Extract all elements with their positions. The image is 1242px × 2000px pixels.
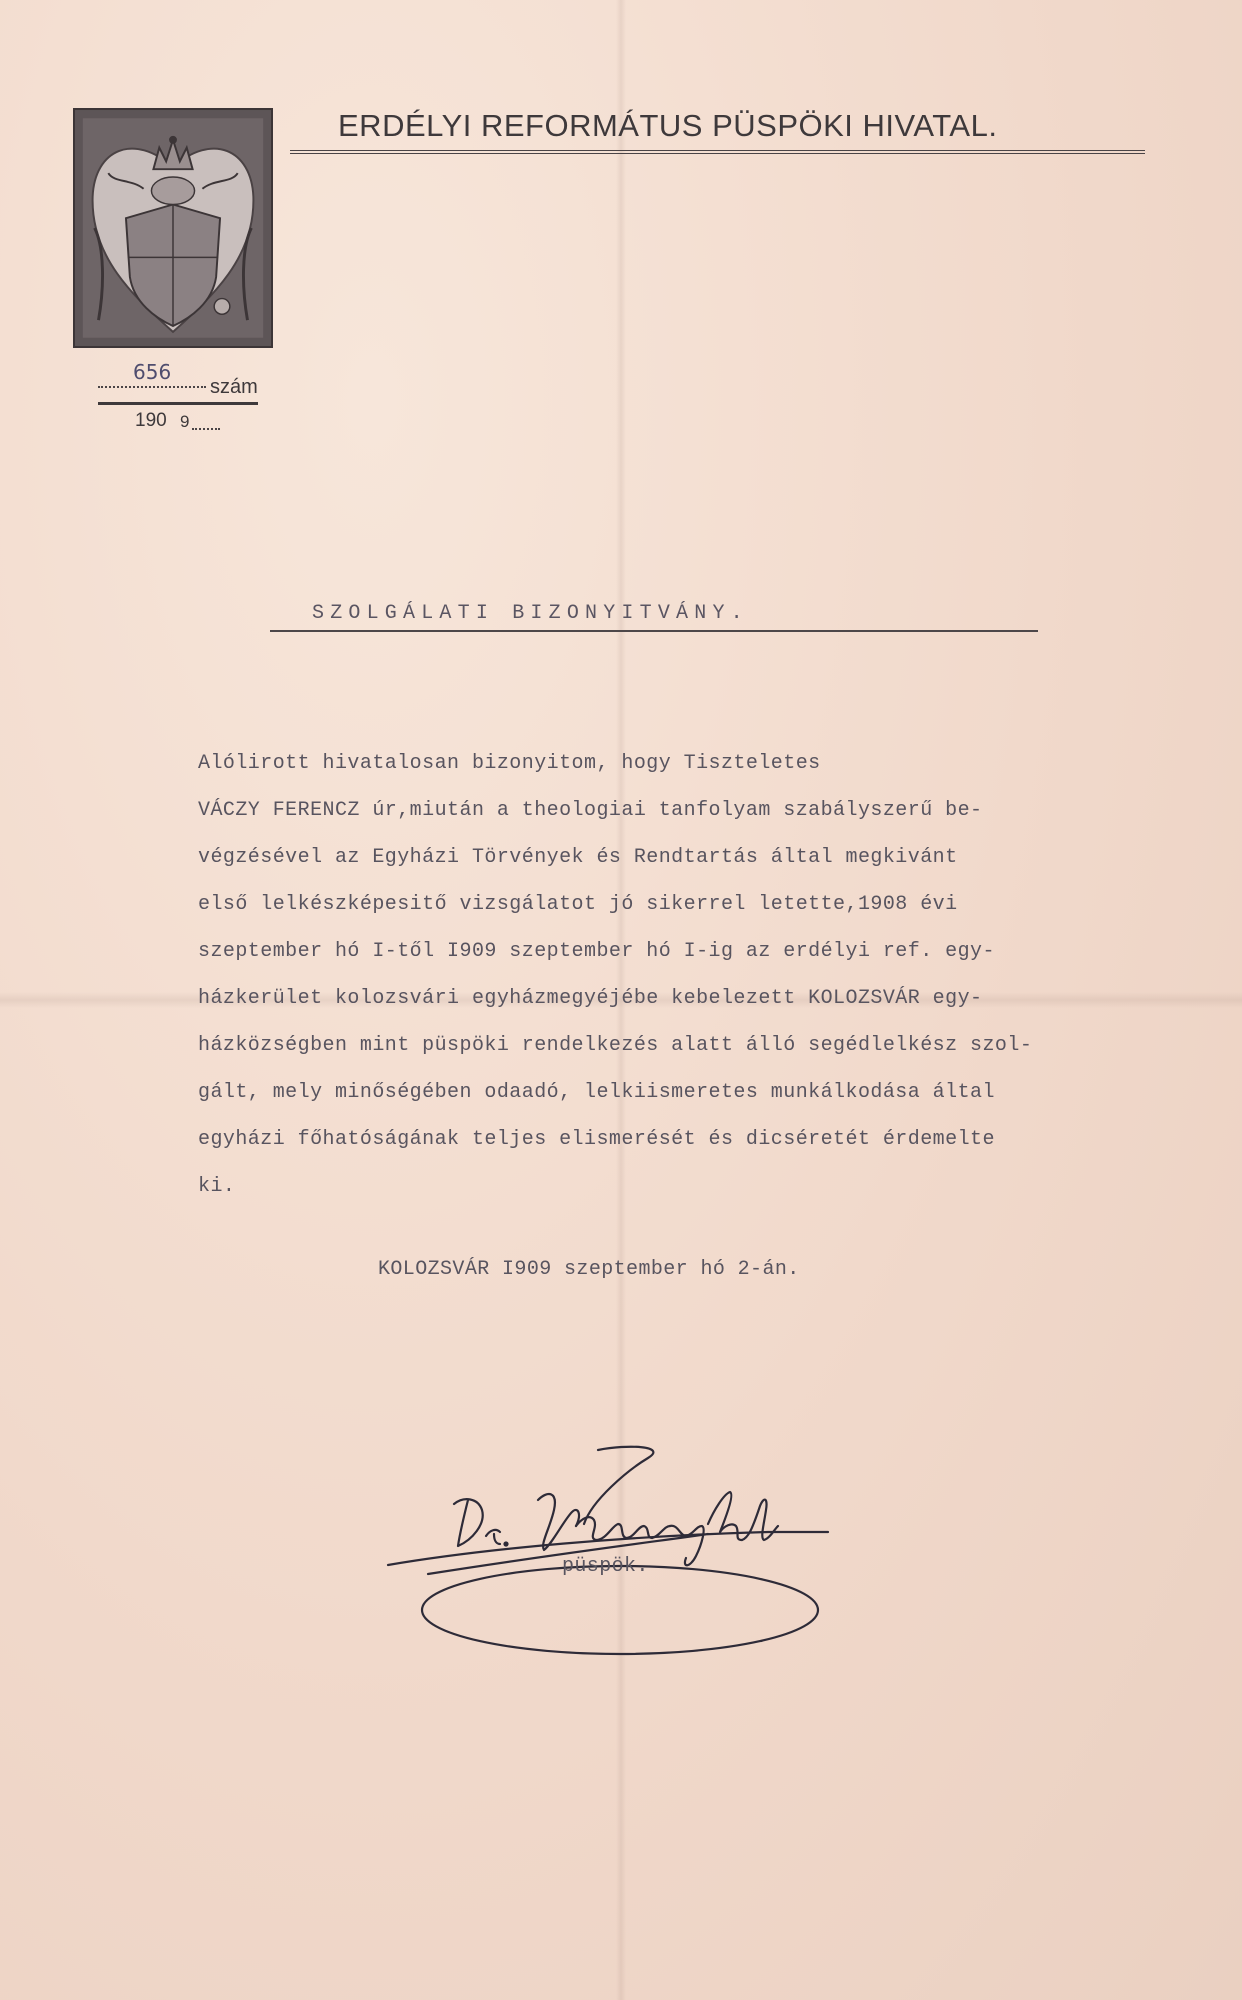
signature-icon [368, 1440, 868, 1660]
reference-number: 656 [133, 360, 172, 384]
reference-year-dotted-line [192, 428, 220, 430]
reference-year-prefix: 190 [135, 410, 167, 431]
coat-of-arms-emblem [73, 108, 273, 348]
handwritten-signature [368, 1440, 868, 1660]
document-title-underline [270, 630, 1038, 632]
reference-year-suffix: 9 [180, 412, 190, 431]
body-line: házközségben mint püspöki rendelkezés alatt álló segédlelkész szol- [198, 1034, 1033, 1057]
letterhead-rule [290, 150, 1145, 154]
place-and-date: KOLOZSVÁR I909 szeptember hó 2-án. [378, 1258, 800, 1281]
body-line: Alólirott hivatalosan bizonyitom, hogy Tiszteletes [198, 752, 821, 775]
reference-number-label: szám [210, 376, 258, 398]
document-title: SZOLGÁLATI BIZONYITVÁNY. [312, 602, 749, 625]
body-line: végzésével az Egyházi Törvények és Rendtartás által megkivánt [198, 846, 958, 869]
body-line: szeptember hó I-től I909 szeptember hó I-ig az erdélyi ref. egy- [198, 940, 995, 963]
body-line: VÁCZY FERENCZ úr,miután a theologiai tanfolyam szabályszerű be- [198, 799, 983, 822]
body-line: gált, mely minőségében odaadó, lelkiismeretes munkálkodása által [198, 1081, 995, 1104]
signer-title: püspök. [562, 1555, 649, 1578]
reference-number-dotted-line [98, 386, 206, 388]
body-line: első lelkészképesitő vizsgálatot jó sikerrel letette,1908 évi [198, 893, 958, 916]
body-line: egyházi főhatóságának teljes elismerését és dicséretét érdemelte [198, 1128, 995, 1151]
coat-of-arms-icon [75, 110, 271, 346]
body-line: házkerület kolozsvári egyházmegyéjébe kebelezett KOLOZSVÁR egy- [198, 987, 983, 1010]
office-letterhead-title: ERDÉLYI REFORMÁTUS PÜSPÖKI HIVATAL. [338, 108, 998, 143]
reference-divider [98, 402, 258, 405]
body-line: ki. [198, 1175, 236, 1198]
